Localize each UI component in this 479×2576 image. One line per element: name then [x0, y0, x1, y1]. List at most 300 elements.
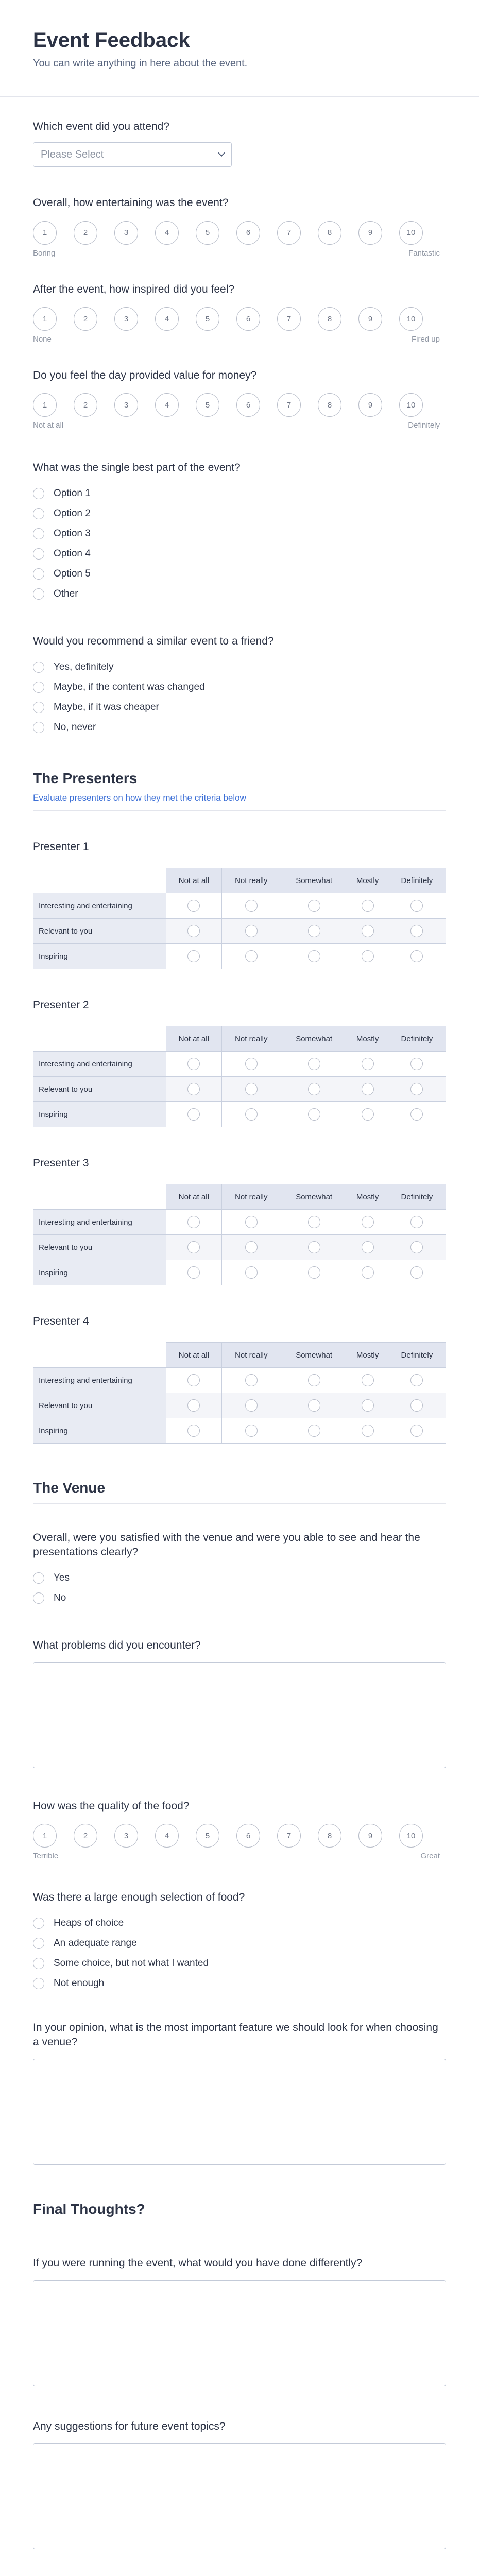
matrix-corner: [33, 1343, 166, 1368]
presenter-block: [33, 1157, 446, 1285]
radio-button[interactable]: [187, 900, 200, 912]
matrix-row-label: Interesting and entertaining: [33, 893, 166, 919]
scale-option[interactable]: 6: [236, 1824, 260, 1848]
radio-button[interactable]: [187, 1374, 200, 1386]
rating-matrix: [33, 1026, 446, 1127]
radio-button[interactable]: [308, 1374, 320, 1386]
scale-option[interactable]: 3: [114, 393, 138, 417]
scale-option[interactable]: 3: [114, 307, 138, 331]
matrix-row: [33, 1393, 446, 1418]
scale-option[interactable]: 3: [114, 221, 138, 245]
presenters-section-header: [33, 770, 446, 811]
radio-button[interactable]: [308, 1399, 320, 1412]
matrix-corner: [33, 1026, 166, 1052]
matrix-cell[interactable]: [347, 1260, 388, 1285]
radio-option[interactable]: [33, 504, 446, 524]
radio-button[interactable]: [362, 1399, 374, 1412]
form-header: [0, 0, 479, 97]
radio-button[interactable]: [187, 925, 200, 937]
matrix-row-label: Inspiring: [33, 1418, 166, 1444]
matrix-cell[interactable]: [388, 1102, 446, 1127]
food-quality-scale: [33, 1824, 446, 1848]
matrix-header-row: [33, 1026, 446, 1052]
radio-button[interactable]: [410, 1108, 423, 1121]
scale-high-label: Fantastic: [408, 248, 440, 258]
matrix-cell[interactable]: [347, 919, 388, 944]
scale-option[interactable]: 7: [277, 393, 301, 417]
matrix-cell[interactable]: [388, 1368, 446, 1393]
matrix-column-header: Somewhat: [281, 1184, 347, 1210]
radio-option-label: Option 3: [54, 528, 91, 539]
matrix-header-row: [33, 1184, 446, 1210]
presenter-title: Presenter 3: [33, 1157, 89, 1170]
matrix-row-label: Inspiring: [33, 944, 166, 969]
matrix-row-label: Relevant to you: [33, 1393, 166, 1418]
matrix-cell[interactable]: [221, 919, 281, 944]
radio-button[interactable]: [33, 528, 44, 539]
matrix-column-header: Mostly: [347, 1184, 388, 1210]
scale-option[interactable]: 9: [358, 307, 382, 331]
radio-button[interactable]: [245, 1216, 258, 1228]
radio-button[interactable]: [33, 588, 44, 600]
matrix-cell[interactable]: [166, 1260, 222, 1285]
scale-option[interactable]: 2: [74, 1824, 97, 1848]
matrix-cell[interactable]: [388, 1077, 446, 1102]
radio-button[interactable]: [362, 1425, 374, 1437]
radio-button[interactable]: [33, 548, 44, 560]
matrix-row-label: Inspiring: [33, 1260, 166, 1285]
radio-button[interactable]: [245, 1425, 258, 1437]
presenter-block: [33, 999, 446, 1127]
radio-button[interactable]: [245, 1241, 258, 1253]
radio-button[interactable]: [410, 1425, 423, 1437]
scale-option[interactable]: 6: [236, 307, 260, 331]
radio-option-label: An adequate range: [54, 1938, 137, 1949]
radio-button[interactable]: [362, 950, 374, 962]
form-content: [0, 120, 479, 2576]
scale-option[interactable]: 4: [155, 307, 179, 331]
matrix-row-label: Interesting and entertaining: [33, 1210, 166, 1235]
matrix-column-header: Somewhat: [281, 868, 347, 893]
radio-option[interactable]: [33, 564, 446, 584]
matrix-cell[interactable]: [281, 1260, 347, 1285]
radio-button[interactable]: [362, 1241, 374, 1253]
radio-button[interactable]: [187, 1083, 200, 1095]
radio-button[interactable]: [362, 1108, 374, 1121]
matrix-cell[interactable]: [166, 1235, 222, 1260]
radio-option-label: Heaps of choice: [54, 1918, 124, 1929]
radio-button[interactable]: [187, 1216, 200, 1228]
matrix-column-header: Not really: [221, 868, 281, 893]
matrix-cell[interactable]: [347, 1052, 388, 1077]
radio-option-label: Maybe, if the content was changed: [54, 681, 205, 692]
scale-option[interactable]: 4: [155, 1824, 179, 1848]
scale-ends: [33, 249, 440, 258]
radio-option-label: Option 4: [54, 548, 91, 560]
venue-problems-question: [33, 1638, 446, 1768]
matrix-cell[interactable]: [281, 1235, 347, 1260]
radio-option[interactable]: [33, 1568, 446, 1588]
radio-button[interactable]: [410, 900, 423, 912]
form-subtitle: You can write anything in here about the event.: [33, 58, 248, 69]
matrix-column-header: Somewhat: [281, 1026, 347, 1052]
radio-button[interactable]: [245, 1058, 258, 1070]
radio-button[interactable]: [362, 1266, 374, 1279]
matrix-row-label: Relevant to you: [33, 1077, 166, 1102]
scale-option[interactable]: 10: [399, 393, 423, 417]
food-quality-label: How was the quality of the food?: [33, 1800, 190, 1812]
radio-button[interactable]: [245, 925, 258, 937]
matrix-cell[interactable]: [388, 1393, 446, 1418]
best-part-question: [33, 461, 446, 604]
scale-option[interactable]: 5: [196, 221, 219, 245]
matrix-column-header: Not really: [221, 1184, 281, 1210]
radio-button[interactable]: [33, 1918, 44, 1929]
scale-option[interactable]: 7: [277, 221, 301, 245]
matrix-corner: [33, 868, 166, 893]
radio-button[interactable]: [33, 508, 44, 519]
scale-option[interactable]: 8: [318, 1824, 341, 1848]
matrix-column-header: Not at all: [166, 1184, 222, 1210]
matrix-cell[interactable]: [281, 1210, 347, 1235]
scale-option[interactable]: 5: [196, 307, 219, 331]
presenter-block: [33, 1315, 446, 1444]
radio-button[interactable]: [410, 1374, 423, 1386]
matrix-cell[interactable]: [347, 893, 388, 919]
radio-button[interactable]: [362, 1374, 374, 1386]
matrix-cell[interactable]: [347, 1077, 388, 1102]
radio-button[interactable]: [33, 1572, 44, 1584]
matrix-row-label: Relevant to you: [33, 919, 166, 944]
scale-option[interactable]: 2: [74, 393, 97, 417]
matrix-row: [33, 1368, 446, 1393]
scale-high-label: Great: [420, 1852, 440, 1861]
scale-ends: [33, 335, 440, 344]
matrix-cell[interactable]: [221, 1393, 281, 1418]
presenter-block: [33, 841, 446, 969]
radio-button[interactable]: [308, 925, 320, 937]
scale-option[interactable]: 4: [155, 221, 179, 245]
radio-button[interactable]: [33, 1978, 44, 1989]
radio-button[interactable]: [245, 900, 258, 912]
radio-button[interactable]: [33, 488, 44, 499]
matrix-column-header: Mostly: [347, 1026, 388, 1052]
radio-button[interactable]: [410, 1216, 423, 1228]
matrix-cell[interactable]: [221, 893, 281, 919]
inspired-question: [33, 282, 446, 344]
radio-option[interactable]: [33, 484, 446, 504]
scale-option[interactable]: 1: [33, 393, 57, 417]
radio-button[interactable]: [33, 1938, 44, 1949]
radio-option[interactable]: [33, 677, 446, 697]
matrix-column-header: Definitely: [388, 1343, 446, 1368]
scale-option[interactable]: 10: [399, 1824, 423, 1848]
rating-matrix: [33, 1184, 446, 1285]
radio-option[interactable]: [33, 1588, 446, 1608]
scale-option[interactable]: 7: [277, 307, 301, 331]
scale-option[interactable]: 10: [399, 221, 423, 245]
radio-button[interactable]: [187, 950, 200, 962]
radio-button[interactable]: [308, 1108, 320, 1121]
venue-satisfied-question: [33, 1531, 446, 1608]
chevron-down-icon: [218, 149, 225, 157]
final-q1-label: If you were running the event, what would you have done differently?: [33, 2257, 363, 2269]
radio-button[interactable]: [410, 1241, 423, 1253]
scale-option[interactable]: 10: [399, 307, 423, 331]
scale-option[interactable]: 8: [318, 307, 341, 331]
radio-option[interactable]: [33, 717, 446, 737]
scale-option[interactable]: 5: [196, 393, 219, 417]
event-question: [33, 120, 446, 167]
radio-button[interactable]: [187, 1241, 200, 1253]
radio-option[interactable]: [33, 1934, 446, 1954]
radio-button[interactable]: [410, 950, 423, 962]
matrix-cell[interactable]: [166, 893, 222, 919]
matrix-header-row: [33, 868, 446, 893]
matrix-cell[interactable]: [281, 893, 347, 919]
matrix-cell[interactable]: [347, 1418, 388, 1444]
inspired-label: After the event, how inspired did you feel?: [33, 283, 235, 295]
scale-option[interactable]: 7: [277, 1824, 301, 1848]
matrix-row: [33, 919, 446, 944]
scale-option[interactable]: 5: [196, 1824, 219, 1848]
matrix-cell[interactable]: [166, 1052, 222, 1077]
radio-option[interactable]: [33, 544, 446, 564]
final-q2-textarea[interactable]: [33, 2443, 446, 2549]
radio-button[interactable]: [245, 1374, 258, 1386]
matrix-cell[interactable]: [388, 944, 446, 969]
matrix-row: [33, 1418, 446, 1444]
radio-button[interactable]: [33, 568, 44, 580]
radio-button[interactable]: [245, 950, 258, 962]
inspired-scale: [33, 307, 446, 331]
radio-option[interactable]: [33, 524, 446, 544]
matrix-cell[interactable]: [221, 1102, 281, 1127]
best-part-options: [33, 484, 446, 604]
radio-button[interactable]: [308, 1058, 320, 1070]
matrix-column-header: Mostly: [347, 1343, 388, 1368]
matrix-cell[interactable]: [281, 1368, 347, 1393]
radio-option-label: Other: [54, 588, 78, 600]
radio-button[interactable]: [362, 900, 374, 912]
radio-button[interactable]: [410, 1083, 423, 1095]
venue-satisfied-label: Overall, were you satisfied with the venue and were you able to see and hear the presentations clearly?: [33, 1532, 420, 1558]
radio-option-label: Yes: [54, 1572, 70, 1584]
event-select-placeholder: Please Select: [41, 148, 104, 160]
radio-button[interactable]: [187, 1425, 200, 1437]
venue-feature-question: [33, 2021, 446, 2165]
matrix-row-label: Interesting and entertaining: [33, 1368, 166, 1393]
radio-option-label: Option 1: [54, 488, 91, 499]
radio-option-label: No: [54, 1592, 66, 1604]
value-label: Do you feel the day provided value for money?: [33, 369, 257, 382]
venue-section-title: The Venue: [33, 1480, 106, 1496]
matrix-cell[interactable]: [388, 1418, 446, 1444]
matrix-column-header: Mostly: [347, 868, 388, 893]
matrix-cell[interactable]: [388, 919, 446, 944]
final-section-title: Final Thoughts?: [33, 2201, 145, 2217]
matrix-column-header: Not at all: [166, 868, 222, 893]
entertaining-label: Overall, how entertaining was the event?: [33, 197, 229, 209]
radio-button[interactable]: [410, 1058, 423, 1070]
matrix-cell[interactable]: [388, 1260, 446, 1285]
radio-button[interactable]: [308, 1266, 320, 1279]
matrix-cell[interactable]: [388, 893, 446, 919]
scale-option[interactable]: 9: [358, 393, 382, 417]
matrix-cell[interactable]: [166, 1393, 222, 1418]
scale-option[interactable]: 8: [318, 221, 341, 245]
scale-option[interactable]: 4: [155, 393, 179, 417]
matrix-cell[interactable]: [388, 1235, 446, 1260]
scale-option[interactable]: 2: [74, 221, 97, 245]
matrix-cell[interactable]: [281, 944, 347, 969]
scale-option[interactable]: 9: [358, 221, 382, 245]
scale-option[interactable]: 3: [114, 1824, 138, 1848]
food-selection-options: [33, 1913, 446, 1994]
radio-button[interactable]: [308, 1216, 320, 1228]
scale-option[interactable]: 6: [236, 393, 260, 417]
presenters-section-subtitle: Evaluate presenters on how they met the criteria below: [33, 793, 246, 803]
radio-option-label: No, never: [54, 721, 96, 733]
recommend-options: [33, 657, 446, 737]
final-q2: [33, 2419, 446, 2549]
matrix-column-header: Not really: [221, 1026, 281, 1052]
radio-button[interactable]: [362, 1083, 374, 1095]
matrix-cell[interactable]: [166, 1077, 222, 1102]
radio-button[interactable]: [308, 1241, 320, 1253]
radio-option[interactable]: [33, 1954, 446, 1974]
scale-option[interactable]: 2: [74, 307, 97, 331]
radio-button[interactable]: [33, 1592, 44, 1604]
venue-feature-textarea[interactable]: [33, 2059, 446, 2165]
scale-option[interactable]: 1: [33, 221, 57, 245]
scale-high-label: Fired up: [411, 335, 440, 344]
radio-button[interactable]: [245, 1083, 258, 1095]
radio-option[interactable]: [33, 1913, 446, 1934]
radio-button[interactable]: [33, 1958, 44, 1969]
matrix-cell[interactable]: [281, 919, 347, 944]
matrix-row: [33, 1102, 446, 1127]
radio-button[interactable]: [187, 1399, 200, 1412]
matrix-cell[interactable]: [221, 1210, 281, 1235]
matrix-column-header: Definitely: [388, 868, 446, 893]
scale-low-label: Boring: [33, 248, 56, 258]
radio-option[interactable]: [33, 697, 446, 717]
final-q1-textarea[interactable]: [33, 2280, 446, 2386]
scale-ends: [33, 421, 440, 430]
matrix-cell[interactable]: [388, 1210, 446, 1235]
radio-button[interactable]: [33, 662, 44, 673]
matrix-cell[interactable]: [221, 1235, 281, 1260]
matrix-cell[interactable]: [281, 1052, 347, 1077]
matrix-cell[interactable]: [221, 1077, 281, 1102]
matrix-column-header: Not at all: [166, 1026, 222, 1052]
radio-button[interactable]: [410, 925, 423, 937]
matrix-cell[interactable]: [221, 1052, 281, 1077]
matrix-cell[interactable]: [347, 1235, 388, 1260]
radio-button[interactable]: [308, 900, 320, 912]
radio-button[interactable]: [245, 1399, 258, 1412]
matrix-cell[interactable]: [166, 944, 222, 969]
matrix-cell[interactable]: [281, 1393, 347, 1418]
radio-option[interactable]: [33, 657, 446, 677]
matrix-header-row: [33, 1343, 446, 1368]
scale-low-label: None: [33, 335, 52, 344]
matrix-cell[interactable]: [281, 1418, 347, 1444]
radio-button[interactable]: [362, 1058, 374, 1070]
final-section-header: [33, 2201, 446, 2225]
event-select[interactable]: [33, 142, 232, 167]
value-question: [33, 368, 446, 430]
radio-option-label: Option 5: [54, 568, 91, 580]
matrix-row: [33, 1210, 446, 1235]
matrix-cell[interactable]: [221, 944, 281, 969]
scale-option[interactable]: 1: [33, 307, 57, 331]
venue-problems-textarea[interactable]: [33, 1662, 446, 1768]
matrix-cell[interactable]: [347, 1102, 388, 1127]
matrix-cell[interactable]: [221, 1418, 281, 1444]
scale-option[interactable]: 1: [33, 1824, 57, 1848]
matrix-cell[interactable]: [166, 1210, 222, 1235]
radio-button[interactable]: [187, 1108, 200, 1121]
radio-button[interactable]: [308, 1425, 320, 1437]
matrix-cell[interactable]: [347, 1210, 388, 1235]
matrix-cell[interactable]: [221, 1368, 281, 1393]
radio-option[interactable]: [33, 1974, 446, 1994]
matrix-cell[interactable]: [166, 1368, 222, 1393]
venue-feature-label: In your opinion, what is the most important feature we should look for when choosing a venue?: [33, 2021, 438, 2048]
radio-button[interactable]: [33, 682, 44, 693]
radio-button[interactable]: [410, 1266, 423, 1279]
matrix-cell[interactable]: [166, 1418, 222, 1444]
presenters-section-title: The Presenters: [33, 770, 138, 787]
radio-button[interactable]: [33, 702, 44, 713]
matrix-cell[interactable]: [347, 1368, 388, 1393]
recommend-label: Would you recommend a similar event to a friend?: [33, 635, 274, 647]
presenter-title: Presenter 2: [33, 999, 89, 1011]
radio-button[interactable]: [362, 1216, 374, 1228]
matrix-row: [33, 1260, 446, 1285]
scale-option[interactable]: 8: [318, 393, 341, 417]
scale-option[interactable]: 6: [236, 221, 260, 245]
matrix-cell[interactable]: [347, 1393, 388, 1418]
radio-button[interactable]: [308, 1083, 320, 1095]
matrix-cell[interactable]: [166, 1102, 222, 1127]
scale-option[interactable]: 9: [358, 1824, 382, 1848]
radio-option-label: Not enough: [54, 1978, 105, 1989]
matrix-cell[interactable]: [347, 944, 388, 969]
matrix-cell[interactable]: [166, 919, 222, 944]
radio-button[interactable]: [187, 1266, 200, 1279]
radio-button[interactable]: [245, 1108, 258, 1121]
matrix-row: [33, 893, 446, 919]
radio-option[interactable]: [33, 584, 446, 604]
event-question-label: Which event did you attend?: [33, 121, 170, 132]
matrix-cell[interactable]: [281, 1102, 347, 1127]
matrix-column-header: Definitely: [388, 1184, 446, 1210]
radio-button[interactable]: [187, 1058, 200, 1070]
radio-button[interactable]: [245, 1266, 258, 1279]
recommend-question: [33, 634, 446, 737]
matrix-cell[interactable]: [388, 1052, 446, 1077]
radio-button[interactable]: [308, 950, 320, 962]
matrix-cell[interactable]: [281, 1077, 347, 1102]
radio-button[interactable]: [410, 1399, 423, 1412]
presenter-title: Presenter 1: [33, 841, 89, 853]
matrix-cell[interactable]: [221, 1260, 281, 1285]
radio-button[interactable]: [362, 925, 374, 937]
radio-button[interactable]: [33, 722, 44, 733]
